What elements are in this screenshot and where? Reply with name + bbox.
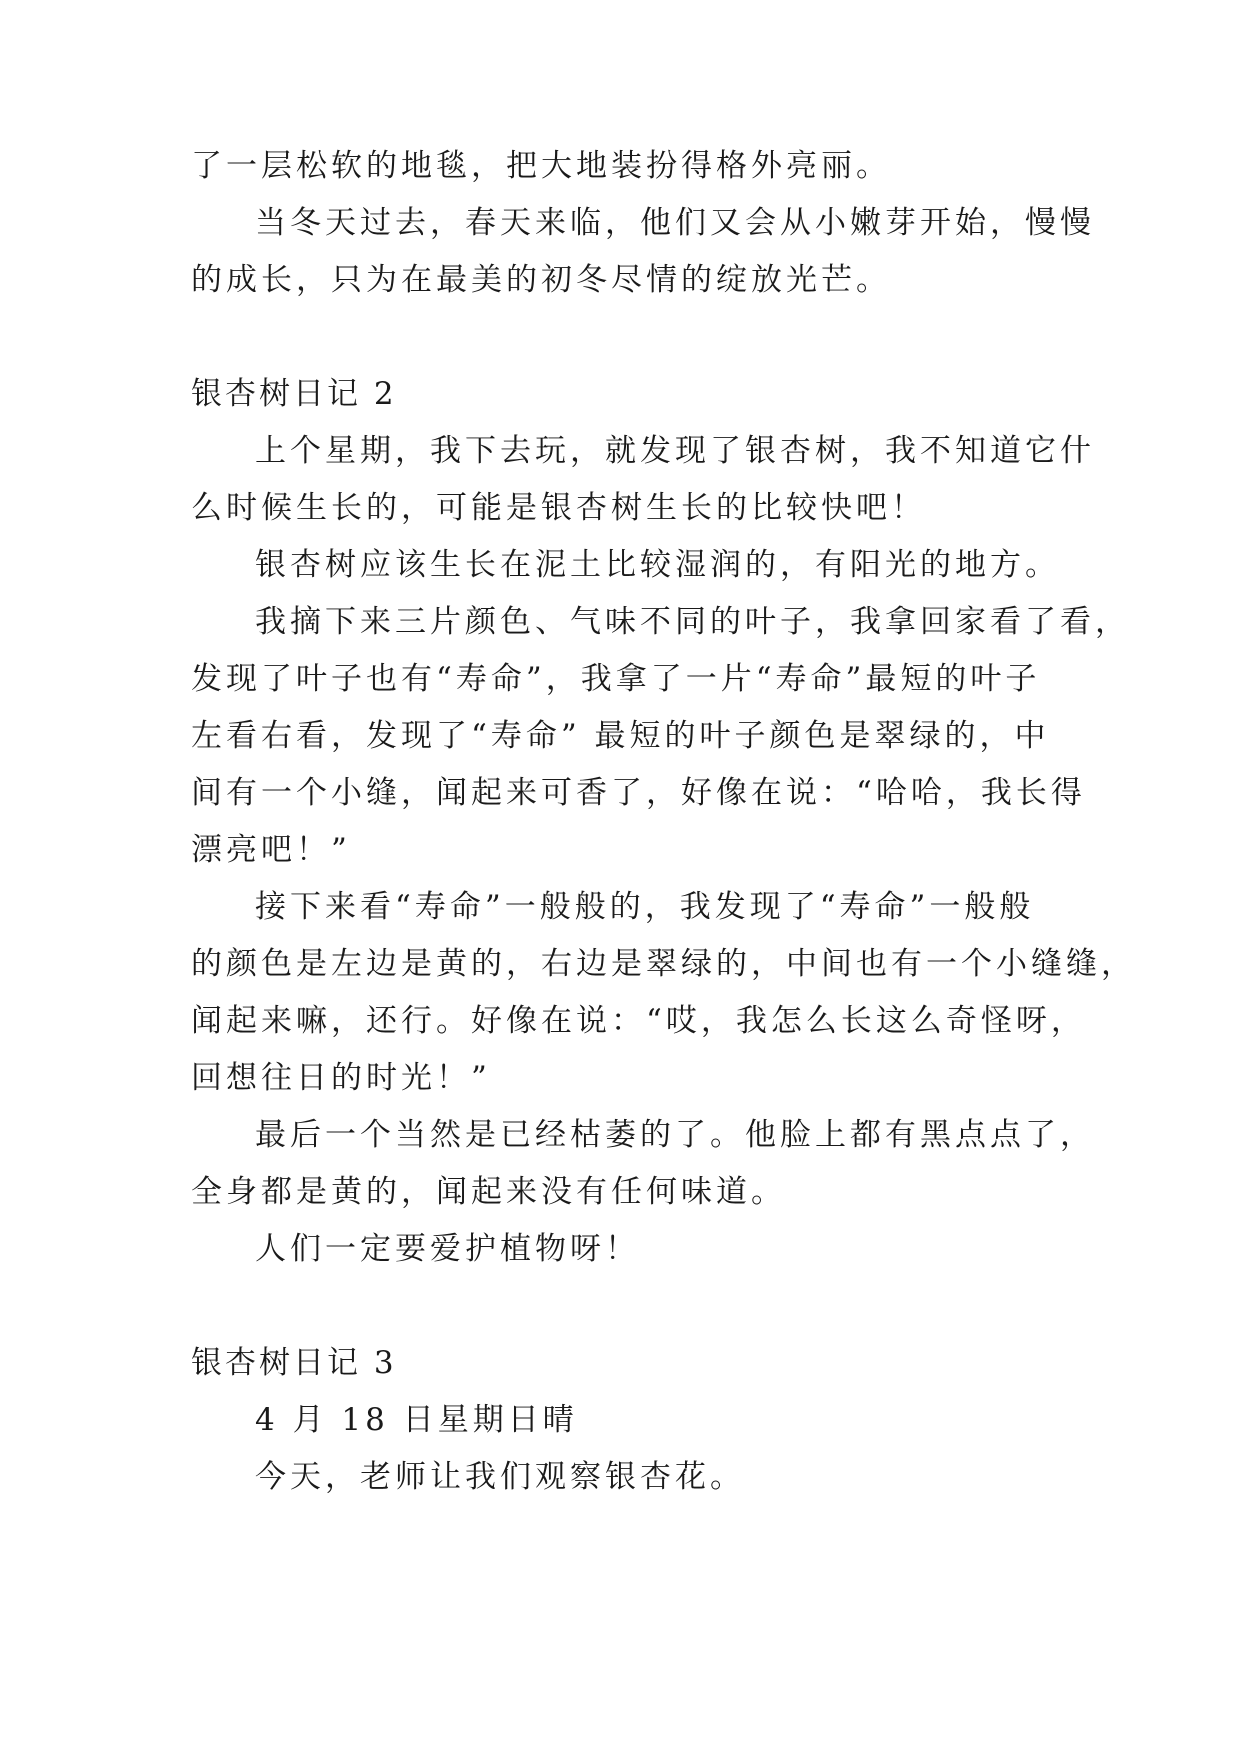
paragraph-line: 么时候生长的，可能是银杏树生长的比较快吧！ <box>191 490 926 526</box>
paragraph-line: 左看右看，发现了“寿命” 最短的叶子颜色是翠绿的，中 <box>191 718 1050 754</box>
paragraph-line: 今天，老师让我们观察银杏花。 <box>255 1459 745 1495</box>
paragraph-line: 闻起来嘛，还行。好像在说：“哎，我怎么长这么奇怪呀， <box>191 1003 1086 1039</box>
paragraph-line: 漂亮吧！” <box>191 832 351 868</box>
paragraph-line: 接下来看“寿命”一般般的，我发现了“寿命”一般般 <box>255 889 1035 925</box>
paragraph-line: 发现了叶子也有“寿命”，我拿了一片“寿命”最短的叶子 <box>191 661 1041 697</box>
document-body <box>191 138 1136 1506</box>
paragraph-line: 间有一个小缝，闻起来可香了，好像在说：“哈哈，我长得 <box>191 775 1086 811</box>
paragraph-line: 4 月 18 日星期日晴 <box>255 1402 578 1438</box>
section-gap <box>191 1278 1061 1335</box>
paragraph-line: 人们一定要爱护植物呀！ <box>255 1231 640 1267</box>
paragraph-line: 我摘下来三片颜色、气味不同的叶子，我拿回家看了看， <box>255 604 1130 640</box>
paragraph-line: 的颜色是左边是黄的，右边是翠绿的，中间也有一个小缝缝， <box>191 946 1136 982</box>
paragraph-line: 的成长，只为在最美的初冬尽情的绽放光芒。 <box>191 262 891 298</box>
paragraph-line: 了一层松软的地毯，把大地装扮得格外亮丽。 <box>191 148 891 184</box>
paragraph-line: 当冬天过去，春天来临，他们又会从小嫩芽开始，慢慢 <box>255 205 1095 241</box>
paragraph-line: 回想往日的时光！” <box>191 1060 491 1096</box>
paragraph-line: 最后一个当然是已经枯萎的了。他脸上都有黑点点了， <box>255 1117 1095 1153</box>
paragraph-line: 全身都是黄的，闻起来没有任何味道。 <box>191 1174 786 1210</box>
section-gap <box>191 309 1061 366</box>
section-heading: 银杏树日记 2 <box>191 376 397 412</box>
paragraph-line: 银杏树应该生长在泥土比较湿润的，有阳光的地方。 <box>255 547 1060 583</box>
paragraph-line: 上个星期，我下去玩，就发现了银杏树，我不知道它什 <box>255 433 1095 469</box>
section-heading: 银杏树日记 3 <box>191 1345 397 1381</box>
